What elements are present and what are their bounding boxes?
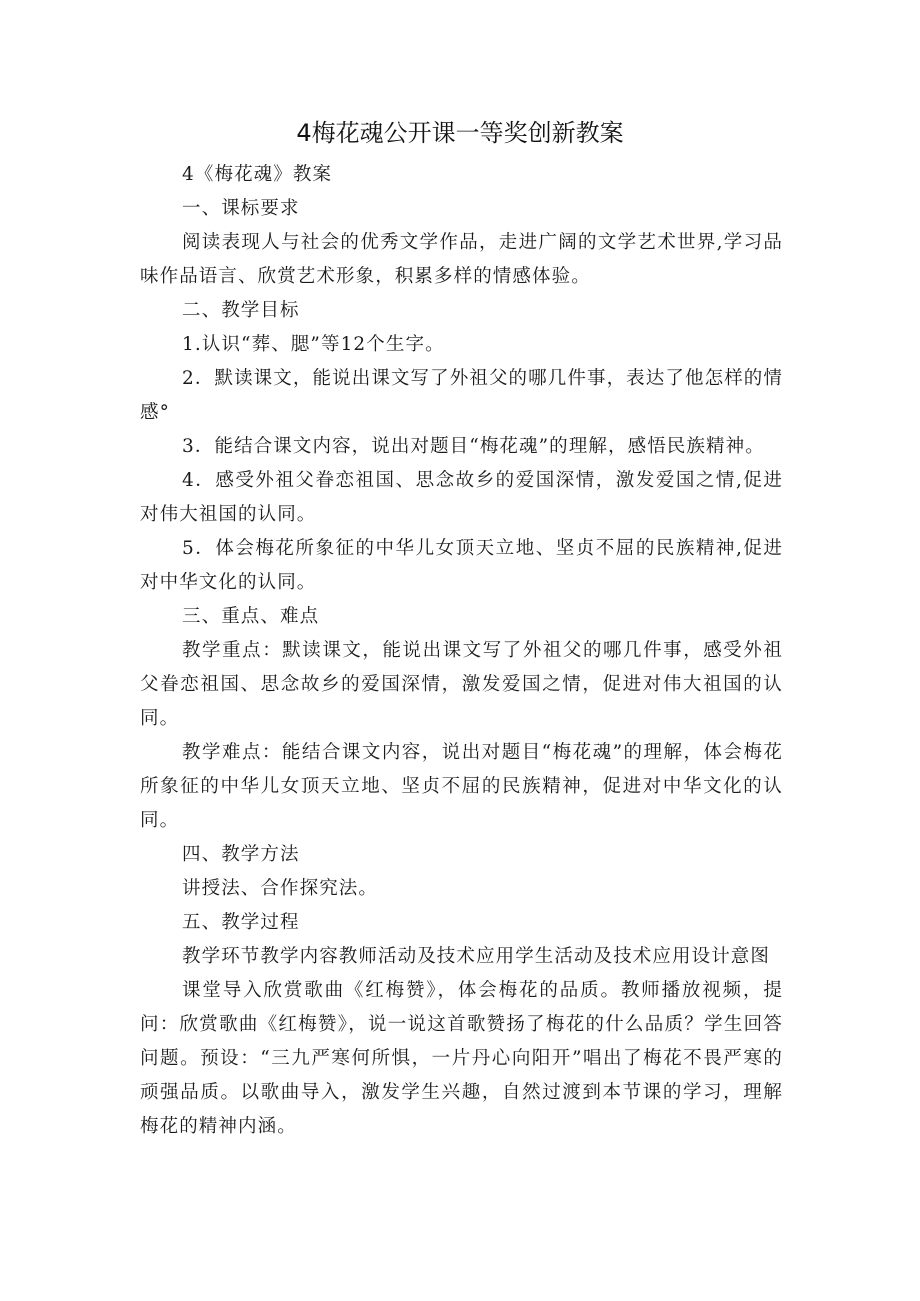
objective-item: 4．感受外祖父眷恋祖国、思念故乡的爱国深情，激发爱国之情,促进对伟大祖国的认同。: [140, 470, 783, 525]
body-paragraph: 阅读表现人与社会的优秀文学作品，走进广阔的文学艺术世界,学习品味作品语言、欣赏艺术形象，积累多样的情感体验。: [140, 232, 783, 287]
lesson-heading: 4《梅花魂》教案: [182, 164, 333, 185]
document-title: 4梅花魂公开课一等奖创新教案: [296, 119, 624, 147]
body-paragraph: 课堂导入欣赏歌曲《红梅赞》，体会梅花的品质。教师播放视频，提问：欣赏歌曲《红梅赞》，说一说这首歌赞扬了梅花的什么品质？学生回答问题。预设：“三九严寒何所惧，一片丹心向阳开”唱出了梅花不畏严寒的顽强品质。以歌曲导入，激发学生兴趣，自然过渡到本节课的学习，理解梅花的精神内涵。: [140, 980, 783, 1137]
objective-item: 3．能结合课文内容，说出对题目“梅花魂”的理解，感悟民族精神。: [182, 436, 765, 457]
objective-item: 5．体会梅花所象征的中华儿女顶天立地、坚贞不屈的民族精神,促进对中华文化的认同。: [140, 538, 783, 593]
section-heading-methods: 四、教学方法: [182, 844, 300, 865]
body-paragraph: 教学环节教学内容教师活动及技术应用学生活动及技术应用设计意图: [182, 946, 771, 967]
section-heading-curriculum: 一、课标要求: [182, 198, 300, 219]
document-body: [140, 158, 783, 1144]
body-paragraph: 讲授法、合作探究法。: [182, 878, 379, 899]
objective-item: 1.认识“葬、腮”等12个生字。: [182, 334, 445, 355]
body-paragraph: 教学重点：默读课文，能说出课文写了外祖父的哪几件事，感受外祖父眷恋祖国、思念故乡的爱国深情，激发爱国之情，促进对伟大祖国的认同。: [140, 640, 783, 729]
section-heading-objectives: 二、教学目标: [182, 300, 300, 321]
body-paragraph: 教学难点：能结合课文内容，说出对题目“梅花魂”的理解，体会梅花所象征的中华儿女顶天立地、坚贞不屈的民族精神，促进对中华文化的认同。: [140, 742, 783, 831]
section-heading-process: 五、教学过程: [182, 912, 300, 933]
objective-item: 2．默读课文，能说出课文写了外祖父的哪几件事，表达了他怎样的情感°: [140, 368, 783, 423]
section-heading-key-points: 三、重点、难点: [182, 606, 320, 627]
